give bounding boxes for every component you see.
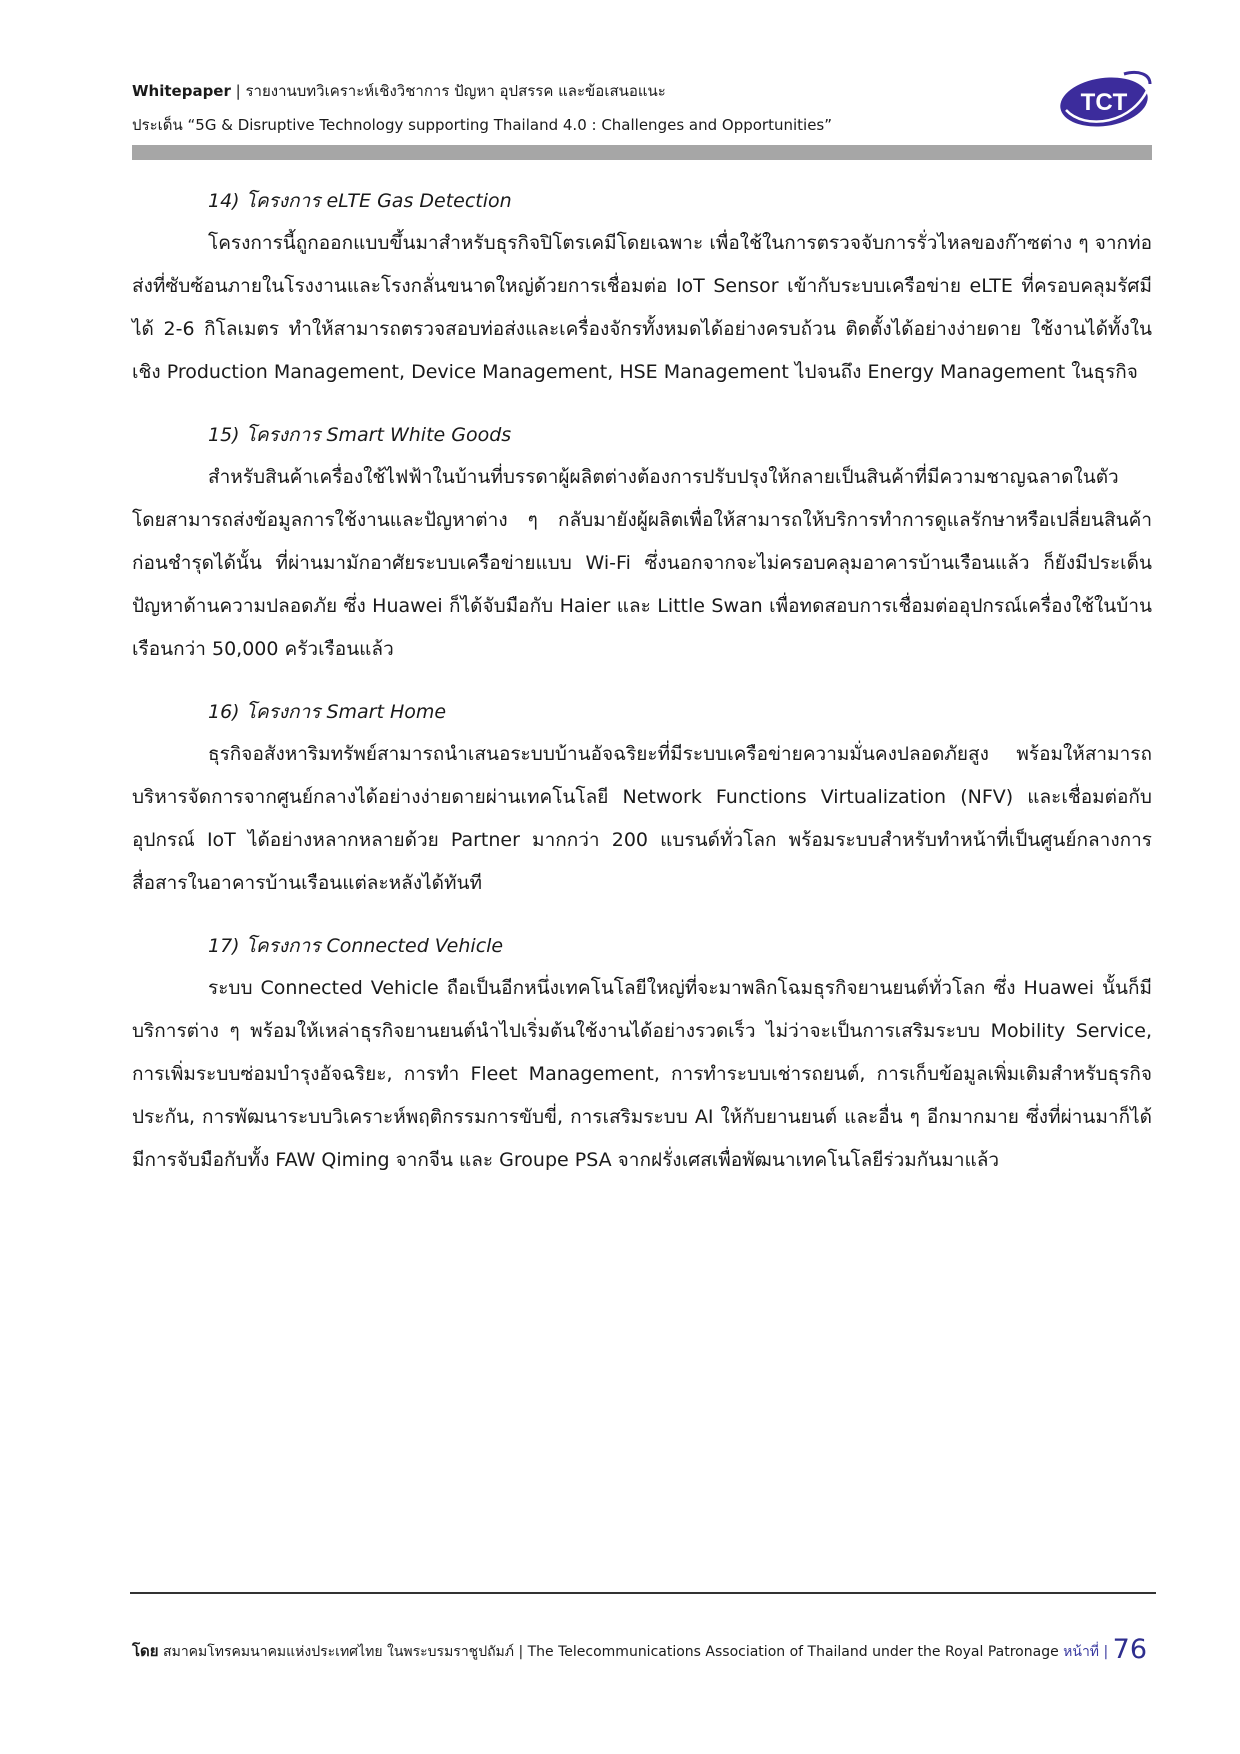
section-smart-home	[132, 691, 1152, 905]
page-number: 76	[1112, 1634, 1148, 1665]
header-issue: ประเด็น “5G & Disruptive Technology supporting Thailand 4.0 : Challenges and Opportunities”	[132, 116, 833, 134]
page-footer	[132, 1630, 1152, 1672]
header-title-line	[132, 78, 1052, 104]
header-subtitle: | รายงานบทวิเคราะห์เชิงวิชาการ ปัญหา อุปสรรค และข้อเสนอแนะ	[230, 82, 666, 100]
section-body: ระบบ Connected Vehicle ถือเป็นอีกหนึ่งเทคโนโลยีใหญ่ที่จะมาพลิกโฉมธุรกิจยานยนต์ทั่วโลก ซึ่ง Huawei นั้นก็มีบริการต่าง ๆ พร้อมให้เหล่าธุรกิจยานยนต์นำไปเริ่มต้นใช้งานได้อย่างรวดเร็ว ไม่ว่าจะเป็นการเสริมระบบ Mobility Service, การเพิ่มระบบซ่อมบำรุงอัจฉริยะ, การทำ Fleet Management, การทำระบบเช่ารถยนต์, การเก็บข้อมูลเพิ่มเติมสำหรับธุรกิจประกัน, การพัฒนาระบบวิเคราะห์พฤติกรรมการขับขี่, การเสริมระบบ AI ให้กับยานยนต์ และอื่น ๆ อีกมากมาย ซึ่งที่ผ่านมาก็ได้มีการจับมือกับทั้ง FAW Qiming จากจีน และ Groupe PSA จากฝรั่งเศสเพื่อพัฒนาเทคโนโลยีร่วมกันมาแล้ว	[132, 977, 1152, 1171]
section-smart-white-goods	[132, 414, 1152, 671]
section-title: 17) โครงการ Connected Vehicle	[208, 935, 504, 957]
tct-logo	[1054, 66, 1154, 132]
section-connected-vehicle	[132, 925, 1152, 1182]
section-elte-gas-detection	[132, 180, 1152, 394]
footer-divider	[130, 1592, 1156, 1594]
footer-association: สมาคมโทรคมนาคมแห่งประเทศไทย ในพระบรมราชูปถัมภ์ | The Telecommunications Association of Thailand under the Royal Patronage	[158, 1644, 1064, 1660]
header-brand: Whitepaper	[132, 82, 231, 100]
footer-page-label: หน้าที่ |	[1063, 1644, 1113, 1660]
section-title: 15) โครงการ Smart White Goods	[208, 424, 512, 446]
section-body: ธุรกิจอสังหาริมทรัพย์สามารถนำเสนอระบบบ้านอัจฉริยะที่มีระบบเครือข่ายความมั่นคงปลอดภัยสูง พร้อมให้สามารถบริหารจัดการจากศูนย์กลางได้อย่างง่ายดายผ่านเทคโนโลยี Network Functions Virtualization (NFV) และเชื่อมต่อกับอุปกรณ์ IoT ได้อย่างหลากหลายด้วย Partner มากกว่า 200 แบรนด์ทั่วโลก พร้อมระบบสำหรับทำหน้าที่เป็นศูนย์กลางการสื่อสารในอาคารบ้านเรือนแต่ละหลังได้ทันที	[132, 743, 1152, 894]
section-body: โครงการนี้ถูกออกแบบขึ้นมาสำหรับธุรกิจปิโตรเคมีโดยเฉพาะ เพื่อใช้ในการตรวจจับการรั่วไหลของก๊าซต่าง ๆ จากท่อส่งที่ซับซ้อนภายในโรงงานและโรงกลั่นขนาดใหญ่ด้วยการเชื่อมต่อ IoT Sensor เข้ากับระบบเครือข่าย eLTE ที่ครอบคลุมรัศมีได้ 2-6 กิโลเมตร ทำให้สามารถตรวจสอบท่อส่งและเครื่องจักรทั้งหมดได้อย่างครบถ้วน ติดตั้งได้อย่างง่ายดาย ใช้งานได้ทั้งในเชิง Production Management, Device Management, HSE Management ไปจนถึง Energy Management ในธุรกิจ	[132, 232, 1152, 383]
header-divider-bar	[132, 145, 1152, 160]
section-title: 16) โครงการ Smart Home	[208, 701, 447, 723]
section-title: 14) โครงการ eLTE Gas Detection	[208, 190, 512, 212]
page-header	[132, 78, 1052, 138]
logo-text: TCT	[1080, 89, 1128, 116]
section-body: สำหรับสินค้าเครื่องใช้ไฟฟ้าในบ้านที่บรรดาผู้ผลิตต่างต้องการปรับปรุงให้กลายเป็นสินค้าที่มีความชาญฉลาดในตัว โดยสามารถส่งข้อมูลการใช้งานและปัญหาต่าง ๆ กลับมายังผู้ผลิตเพื่อให้สามารถให้บริการทำการดูแลรักษาหรือเปลี่ยนสินค้าก่อนชำรุดได้นั้น ที่ผ่านมามักอาศัยระบบเครือข่ายแบบ Wi-Fi ซึ่งนอกจากจะไม่ครอบคลุมอาคารบ้านเรือนแล้ว ก็ยังมีประเด็นปัญหาด้านความปลอดภัย ซึ่ง Huawei ก็ได้จับมือกับ Haier และ Little Swan เพื่อทดสอบการเชื่อมต่ออุปกรณ์เครื่องใช้ในบ้านเรือนกว่า 50,000 ครัวเรือนแล้ว	[132, 466, 1152, 660]
main-content	[132, 180, 1152, 1202]
footer-by: โดย	[132, 1642, 159, 1660]
